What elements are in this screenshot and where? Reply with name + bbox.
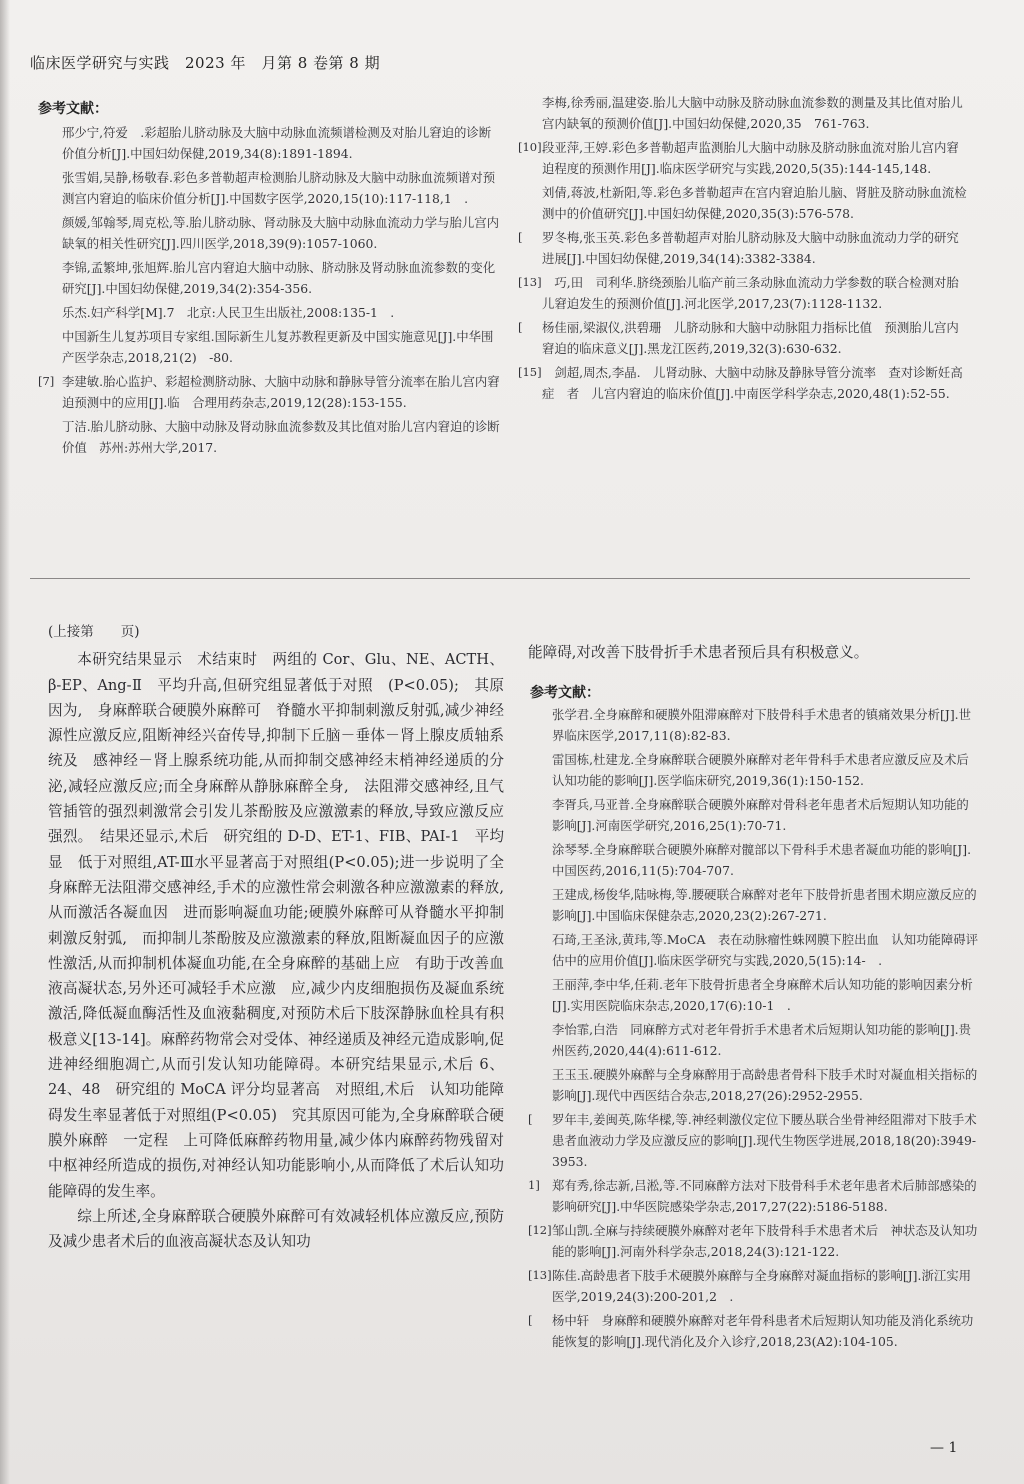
reference-text: 杨中轩 身麻醉和硬膜外麻醉对老年骨科患者术后短期认知功能及消化系统功能恢复的影响[J].现代消化及介入诊疗,2018,23(A2):104-105. [552, 1313, 974, 1349]
reference-item [38, 416, 500, 458]
reference-item [528, 929, 980, 971]
reference-text: 李建敏.胎心监护、彩超检测脐动脉、大脑中动脉和静脉导管分流率在胎儿宫内窘迫预测中的应用[J].临 合理用药杂志,2019,12(28):153-155. [62, 374, 500, 410]
reference-text: 张学君.全身麻醉和硬膜外阻滞麻醉对下肢骨科手术患者的镇痛效果分析[J].世界临床医学,2017,11(8):82-83. [552, 707, 972, 743]
reference-item [528, 1265, 980, 1307]
article-body [48, 620, 504, 1254]
reference-text: 中国新生儿复苏项目专家组.国际新生儿复苏教程更新及中国实施意见[J].中华围产医学杂志,2018,21(2) -80. [62, 329, 494, 365]
reference-item [38, 302, 500, 323]
reference-text: 段亚萍,王婷.彩色多普勒超声监测胎儿大脑中动脉及脐动脉血流对胎儿宫内窘迫程度的预测作用[J].临床医学研究与实践,2020,5(35):144-145,148. [542, 140, 959, 176]
reference-item [528, 749, 980, 791]
reference-number: [15] [518, 365, 542, 379]
reference-item [528, 1310, 980, 1352]
reference-number: [10] [518, 140, 542, 154]
top-left-reference-list [38, 122, 500, 461]
reference-number: [13] [528, 1268, 552, 1282]
reference-item [38, 371, 500, 413]
reference-item [528, 1220, 980, 1262]
reference-item [518, 137, 970, 179]
reference-text: 陈佳.高龄患者下肢手术硬膜外麻醉与全身麻醉对凝血指标的影响[J].浙江实用医学,2019,24(3):200-201,2 . [552, 1268, 972, 1304]
reference-number: 1] [528, 1178, 540, 1192]
reference-item [38, 122, 500, 164]
body-paragraph-1: 本研究结果显示 术结束时 两组的 Cor、Glu、NE、ACTH、β-EP、Ang-Ⅱ 平均升高,但研究组显著低于对照 (P<0.05); 其原因为, 身麻醉联合硬膜外麻醉可 脊髓水平抑制刺激反射弧,减少神经源性应激反应,阻断神经兴奋传导,抑制下丘脑－垂体－肾上腺皮质轴系统及 感神经－肾上腺系统功能,从而抑制交感神经末梢神经递质的分泌,减轻应激反应;而全身麻醉从静脉麻醉全身, 法阻滞交感神经,且气管插管的强烈刺激常会引发儿茶酚胺及应激激素的释放,导致应激反应强烈。 结果还显示,术后 研究组的 D-D、ET-1、FIB、PAI-1 平均显 低于对照组,AT-Ⅲ水平显著高于对照组(P<0.05);进一步说明了全身麻醉无法阻滞交感神经,手术的应激性常会刺激各种应激激素的释放,从而激活各凝血因 进而影响凝血功能;硬膜外麻醉可从脊髓水平抑制刺激反射弧, 而抑制儿茶酚胺及应激激素的释放,阻断凝血因子的应激性激活,从而抑制机体凝血功能,在全身麻醉的基础上应 有助于改善血液高凝状态,另外还可减轻手术应激 应,减少内皮细胞损伤及凝血系统激活,降低凝血酶活性及血液黏稠度,对预防术后下肢深静脉血栓具有积极意义[13-14]。麻醉药物常会对受体、神经递质及神经元造成影响,促进神经细胞凋亡,从而引发认知功能障碍。本研究结果显示,术后 6、24、48 研究组的 MoCA 评分均显著高 对照组,术后 认知功能障碍发生率显著低于对照组(P<0.05) 究其原因可能为,全身麻醉联合硬膜外麻醉 一定程 上可降低麻醉药物用量,减少体内麻醉药物残留对中枢神经所造成的损伤,对神经认知功能影响小,从而降低了术后认知功能障碍的发生率。 [48, 651, 504, 1200]
reference-number: [ [518, 230, 523, 244]
bottom-reference-list [528, 704, 980, 1355]
reference-text: 颜媛,邹翰琴,周克松,等.胎儿脐动脉、肾动脉及大脑中动脉血流动力学与胎儿宫内缺氧的相关性研究[J].四川医学,2018,39(9):1057-1060. [62, 215, 500, 251]
reference-item [528, 839, 980, 881]
reference-number: [12] [528, 1223, 552, 1237]
reference-item [518, 182, 970, 224]
reference-item [518, 362, 970, 404]
reference-item [518, 272, 970, 314]
reference-number: [13] [518, 275, 542, 289]
reference-item [38, 212, 500, 254]
reference-item [38, 167, 500, 209]
page-number: — 1 [930, 1440, 958, 1456]
body-continuation: 能障碍,对改善下肢骨折手术患者预后具有积极意义。 [528, 644, 869, 661]
reference-item [528, 1064, 980, 1106]
reference-item [528, 974, 980, 1016]
reference-item [38, 326, 500, 368]
reference-item [528, 1175, 980, 1217]
reference-item [518, 317, 970, 359]
reference-text: 王丽萍,李中华,任莉.老年下肢骨折患者全身麻醉术后认知功能的影响因素分析[J].实用医院临床杂志,2020,17(6):10-1 . [552, 977, 973, 1013]
reference-text: 雷国栋,杜建龙.全身麻醉联合硬膜外麻醉对老年骨科手术患者应激反应及术后认知功能的影响[J].医学临床研究,2019,36(1):150-152. [552, 752, 969, 788]
reference-item [518, 227, 970, 269]
reference-text: 张雪娟,吴静,杨敬春.彩色多普勒超声检测胎儿脐动脉及大脑中动脉血流频谱对预测宫内窘迫的临床价值分析[J].中国数字医学,2020,15(10):117-118,1 . [62, 170, 496, 206]
reference-text: 王建成,杨俊华,陆咏梅,等.腰硬联合麻醉对老年下肢骨折患者围术期应激反应的影响[J].中国临床保健杂志,2020,23(2):267-271. [552, 887, 977, 923]
reference-item [528, 884, 980, 926]
reference-text: 涂琴琴.全身麻醉联合硬膜外麻醉对髋部以下骨科手术患者凝血功能的影响[J].中国医药,2016,11(5):704-707. [552, 842, 972, 878]
reference-text: 杨佳丽,梁淑仪,洪碧珊 儿脐动脉和大脑中动脉阻力指标比值 预测胎儿宫内窘迫的临床意义[J].黑龙江医药,2019,32(3):630-632. [542, 320, 959, 356]
reference-text: 李怡霏,白浩 同麻醉方式对老年骨折手术患者术后短期认知功能的影响[J].贵州医药,2020,44(4):611-612. [552, 1022, 972, 1058]
bottom-references-title: 参考文献： [530, 685, 600, 701]
reference-text: 石琦,王圣泳,黄玮,等.MoCA 表在动脉瘤性蛛网膜下腔出血 认知功能障碍评估中的应用价值[J].临床医学研究与实践,2020,5(15):14- . [552, 932, 979, 968]
reference-text: 李胥兵,马亚普.全身麻醉联合硬膜外麻醉对骨科老年患者术后短期认知功能的影响[J].河南医学研究,2016,25(1):70-71. [552, 797, 969, 833]
reference-number: [ [528, 1313, 533, 1327]
reference-item [38, 257, 500, 299]
reference-text: 丁洁.胎儿脐动脉、大脑中动脉及肾动脉血流参数及其比值对胎儿宫内窘迫的诊断价值 苏州:苏州大学,2017. [62, 419, 500, 455]
body-paragraph-2: 综上所述,全身麻醉联合硬膜外麻醉可有效减轻机体应激反应,预防及减少患者术后的血液高凝状态及认知功 [48, 1207, 504, 1251]
reference-text: 巧,田 司利华.脐绕颈胎儿临产前三条动脉血流动力学参数的联合检测对胎儿窘迫发生的预测价值[J].河北医学,2017,23(7):1128-1132. [542, 275, 959, 311]
section-divider [30, 578, 970, 579]
reference-text: 乐杰.妇产科学[M].7 北京:人民卫生出版社,2008:135-1 . [62, 305, 395, 320]
reference-text: 剑超,周杰,李晶. 儿肾动脉、大脑中动脉及静脉导管分流率 查对诊断妊高症 者 儿宫内窘迫的临床价值[J].中南医学科学杂志,2020,48(1):52-55. [542, 365, 963, 401]
reference-number: [ [518, 320, 523, 334]
reference-text: 李梅,徐秀丽,温建姿.胎儿大脑中动脉及脐动脉血流参数的测量及其比值对胎儿宫内缺氧的预测价值[J].中国妇幼保健,2020,35 761-763. [542, 95, 963, 131]
reference-text: 邢少宁,符爱 .彩超胎儿脐动脉及大脑中动脉血流频谱检测及对胎儿窘迫的诊断价值分析[J].中国妇幼保健,2019,34(8):1891-1894. [62, 125, 492, 161]
reference-text: 罗年丰,姜闽英,陈华樑,等.神经刺激仪定位下腰丛联合坐骨神经阻滞对下肢手术患者血液动力学及应激反应的影响[J].现代生物医学进展,2018,18(20):3949-3953. [552, 1112, 977, 1169]
reference-text: 王玉玉.硬膜外麻醉与全身麻醉用于高龄患者骨科下肢手术时对凝血相关指标的影响[J].现代中西医结合杂志,2018,27(26):2952-2955. [552, 1067, 978, 1103]
top-right-reference-list [518, 92, 970, 407]
reference-text: 邹山凯.全麻与持续硬膜外麻醉对老年下肢骨科手术患者术后 神状态及认知功能的影响[J].河南外科学杂志,2018,24(3):121-122. [552, 1223, 978, 1259]
reference-number: [7] [38, 374, 55, 388]
reference-text: 李锦,孟繁坤,张旭辉.胎儿宫内窘迫大脑中动脉、脐动脉及肾动脉血流参数的变化研究[J].中国妇幼保健,2019,34(2):354-356. [62, 260, 496, 296]
reference-item [528, 794, 980, 836]
running-header: 临床医学研究与实践 2023 年 月第 8 卷第 8 期 [30, 54, 381, 72]
reference-number: [ [528, 1112, 533, 1126]
reference-text: 郑有秀,徐志新,吕淞,等.不同麻醉方法对下肢骨科手术老年患者术后肺部感染的影响研究[J].中华医院感染学杂志,2017,27(22):5186-5188. [552, 1178, 977, 1214]
continued-from-note: (上接第 页) [48, 624, 140, 640]
reference-item [518, 92, 970, 134]
reference-text: 罗冬梅,张玉英.彩色多普勒超声对胎儿脐动脉及大脑中动脉血流动力学的研究进展[J].中国妇幼保健,2019,34(14):3382-3384. [542, 230, 959, 266]
reference-text: 刘倩,蒋波,杜新阳,等.彩色多普勒超声在宫内窘迫胎儿脑、肾脏及脐动脉血流检测中的价值研究[J].中国妇幼保健,2020,35(3):576-578. [542, 185, 967, 221]
reference-item [528, 1109, 980, 1172]
top-references-title: 参考文献： [38, 101, 108, 117]
binding-shadow [0, 0, 10, 1484]
reference-item [528, 1019, 980, 1061]
reference-item [528, 704, 980, 746]
